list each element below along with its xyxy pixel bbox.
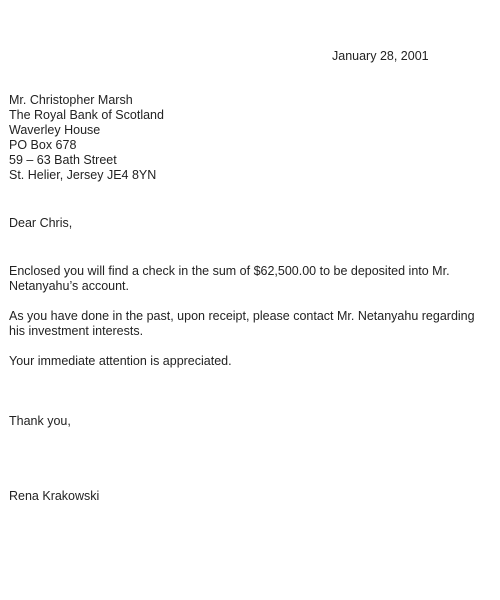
body-paragraph-contact: As you have done in the past, upon receipt, please contact Mr. Netanyahu regarding his investment interests. (9, 309, 475, 338)
address-line-bank: The Royal Bank of Scotland (9, 108, 164, 122)
address-line-po-box: PO Box 678 (9, 138, 77, 152)
closing: Thank you, (9, 414, 71, 428)
recipient-address (9, 93, 164, 183)
address-line-name: Mr. Christopher Marsh (9, 93, 133, 107)
address-line-city: St. Helier, Jersey JE4 8YN (9, 168, 157, 182)
body-paragraph-deposit: Enclosed you will find a check in the sum of $62,500.00 to be deposited into Mr. Netanyahu’s account. (9, 264, 450, 293)
body-paragraph-attention: Your immediate attention is appreciated. (9, 354, 232, 368)
address-line-street: 59 – 63 Bath Street (9, 153, 117, 167)
letter-date: January 28, 2001 (332, 49, 429, 63)
signer-name: Rena Krakowski (9, 489, 100, 503)
address-line-building: Waverley House (9, 123, 101, 137)
salutation: Dear Chris, (9, 216, 73, 230)
